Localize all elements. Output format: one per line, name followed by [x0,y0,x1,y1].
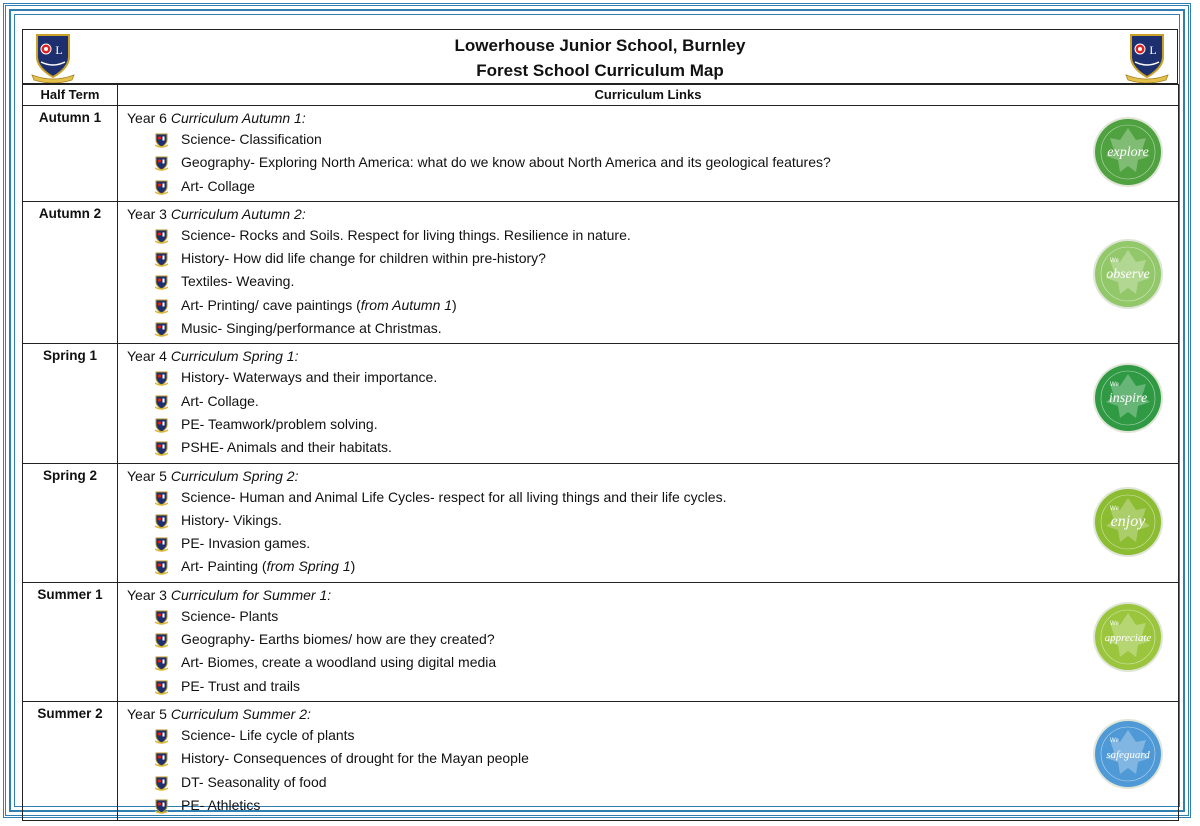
column-header-half-term: Half Term [23,85,118,106]
list-item-text: PSHE- Animals and their habitats. [181,439,392,456]
list-item [155,390,1178,413]
list-item [155,532,1178,555]
list-item [155,628,1178,651]
list-item-text: Art- Printing/ cave paintings ( [181,296,361,313]
badge-prefix: We [1110,505,1119,512]
list-item-text: Science- Classification [181,131,322,147]
year-group: Year 3 [127,586,167,603]
list-item [155,270,1178,293]
crest-bullet-icon [155,728,168,743]
half-term-cell: Spring 1 [23,344,118,463]
half-term-cell: Autumn 2 [23,201,118,343]
list-item-text: PE- Trust and trails [181,677,301,694]
list-item [155,675,1178,698]
list-item-text: Geography- Exploring North America: what do we know about North America and its geological features? [181,154,831,171]
list-item [155,366,1178,389]
crest-bullet-icon [155,632,168,647]
year-curriculum-heading [127,705,1178,724]
list-item-suffix: ) [452,296,457,313]
crest-bullet-icon [155,679,168,694]
list-item-text: History- Vikings. [181,511,282,528]
crest-bullet-icon [155,609,168,624]
forest-school-badge-icon [1092,486,1164,558]
badge-prefix: We [1110,257,1119,264]
list-item [155,436,1178,459]
crest-bullet-icon [155,490,168,505]
list-item-text: Textiles- Weaving. [181,273,295,290]
curriculum-link-list [127,366,1178,459]
crest-bullet-icon [155,179,168,194]
list-item [155,555,1178,578]
crest-bullet-icon [155,370,168,385]
year-curriculum-heading [127,467,1178,486]
crest-bullet-icon [155,298,168,313]
crest-bullet-icon [155,775,168,790]
badge-word: safeguard [1106,748,1150,761]
crest-bullet-icon [155,513,168,528]
curriculum-links-cell [118,701,1179,820]
curriculum-links-cell [118,463,1179,582]
crest-bullet-icon [155,228,168,243]
curriculum-title: Curriculum Summer 2: [170,705,311,722]
school-crest-icon [1125,31,1169,83]
curriculum-title: Curriculum Autumn 1: [170,110,306,126]
list-item [155,175,1178,198]
forest-school-badge-icon [1092,601,1164,673]
list-item [155,247,1178,270]
list-item-text: Geography- Earths biomes/ how are they created? [181,631,495,648]
list-item [155,509,1178,532]
crest-bullet-icon [155,274,168,289]
list-item-text: Art- Collage [181,177,255,194]
year-group: Year 4 [127,348,167,365]
crest-bullet-icon [155,655,168,670]
year-curriculum-heading [127,205,1178,224]
table-row [23,701,1179,820]
crest-letter: L [1149,43,1157,57]
badge-word: inspire [1108,391,1148,407]
curriculum-document [22,29,1178,821]
table-row [23,582,1179,701]
year-curriculum-heading [127,586,1178,605]
list-item-text: PE- Teamwork/problem solving. [181,415,378,432]
year-group: Year 5 [127,467,167,484]
school-name: Lowerhouse Junior School, Burnley [454,36,746,55]
document-header [22,29,1178,84]
list-item-text: Music- Singing/performance at Christmas. [181,320,442,337]
year-group: Year 3 [127,205,167,222]
curriculum-links-cell [118,344,1179,463]
list-item-text: History- Waterways and their importance. [181,369,438,386]
list-item-text: History- Consequences of drought for the Mayan people [181,750,529,767]
year-curriculum-heading [127,109,1178,128]
list-item [155,151,1178,174]
curriculum-link-list [127,724,1178,817]
list-item [155,486,1178,509]
list-item [155,651,1178,674]
crest-bullet-icon [155,536,168,551]
list-item-text: PE- Invasion games. [181,535,311,552]
list-item-text: Science- Human and Animal Life Cycles- respect for all living things and their life cycles. [181,488,727,505]
half-term-cell: Autumn 1 [23,106,118,202]
list-item [155,771,1178,794]
list-item-note: from Autumn 1 [360,296,453,313]
curriculum-link-list [127,605,1178,698]
list-item-text: Science- Life cycle of plants [181,726,355,743]
badge-word: enjoy [1110,512,1146,530]
curriculum-table [22,84,1179,821]
badge-prefix: We [1110,620,1119,627]
crest-bullet-icon [155,751,168,766]
list-item-suffix: ) [350,558,356,575]
badge-prefix: We [1110,382,1119,389]
crest-bullet-icon [155,798,168,813]
crest-letter: L [55,43,63,57]
list-item-note: from Spring 1 [266,558,351,575]
list-item-text: Science- Plants [181,607,279,624]
column-header-curriculum-links: Curriculum Links [118,85,1179,106]
curriculum-title: Curriculum for Summer 1: [170,586,332,603]
list-item [155,128,1178,151]
curriculum-links-cell [118,582,1179,701]
list-item [155,724,1178,747]
badge-word: explore [1107,145,1149,160]
half-term-cell: Summer 2 [23,701,118,820]
curriculum-title: Curriculum Autumn 2: [170,205,306,222]
curriculum-link-list [127,486,1178,579]
list-item-text: Art- Biomes, create a woodland using digital media [181,654,497,671]
curriculum-link-list [127,128,1178,198]
crest-bullet-icon [155,559,168,574]
list-item-text: PE- Athletics [181,796,261,813]
badge-word: appreciate [1104,631,1152,644]
list-item [155,294,1178,317]
forest-school-badge-icon [1092,718,1164,790]
list-item-text: Art- Collage. [181,392,259,409]
curriculum-title: Curriculum Spring 1: [170,348,299,365]
list-item [155,224,1178,247]
crest-bullet-icon [155,440,168,455]
forest-school-badge-icon [1092,116,1164,188]
table-header-row [23,85,1179,106]
list-item-text: Art- Painting ( [181,558,267,575]
forest-school-badge-icon [1092,238,1164,310]
table-row [23,463,1179,582]
crest-bullet-icon [155,132,168,147]
table-row [23,201,1179,343]
curriculum-link-list [127,224,1178,340]
curriculum-title: Curriculum Spring 2: [170,467,299,484]
list-item-text: History- How did life change for children within pre-history? [181,250,546,267]
school-crest-icon [31,31,75,83]
crest-bullet-icon [155,394,168,409]
crest-bullet-icon [155,155,168,170]
table-row [23,106,1179,202]
list-item-text: Science- Rocks and Soils. Respect for living things. Resilience in nature. [181,226,631,243]
year-group: Year 6 [127,110,167,126]
half-term-cell: Spring 2 [23,463,118,582]
half-term-cell: Summer 1 [23,582,118,701]
list-item [155,747,1178,770]
crest-bullet-icon [155,417,168,432]
forest-school-badge-icon [1092,362,1164,434]
list-item [155,413,1178,436]
curriculum-links-cell [118,106,1179,202]
badge-word: observe [1106,266,1150,282]
curriculum-links-cell [118,201,1179,343]
badge-prefix: We [1110,737,1119,744]
crest-bullet-icon [155,251,168,266]
list-item [155,317,1178,340]
list-item-text: DT- Seasonality of food [181,773,327,790]
year-group: Year 5 [127,705,167,722]
list-item [155,605,1178,628]
table-row [23,344,1179,463]
list-item [155,794,1178,817]
crest-bullet-icon [155,321,168,336]
year-curriculum-heading [127,347,1178,366]
document-title: Forest School Curriculum Map [476,61,724,80]
